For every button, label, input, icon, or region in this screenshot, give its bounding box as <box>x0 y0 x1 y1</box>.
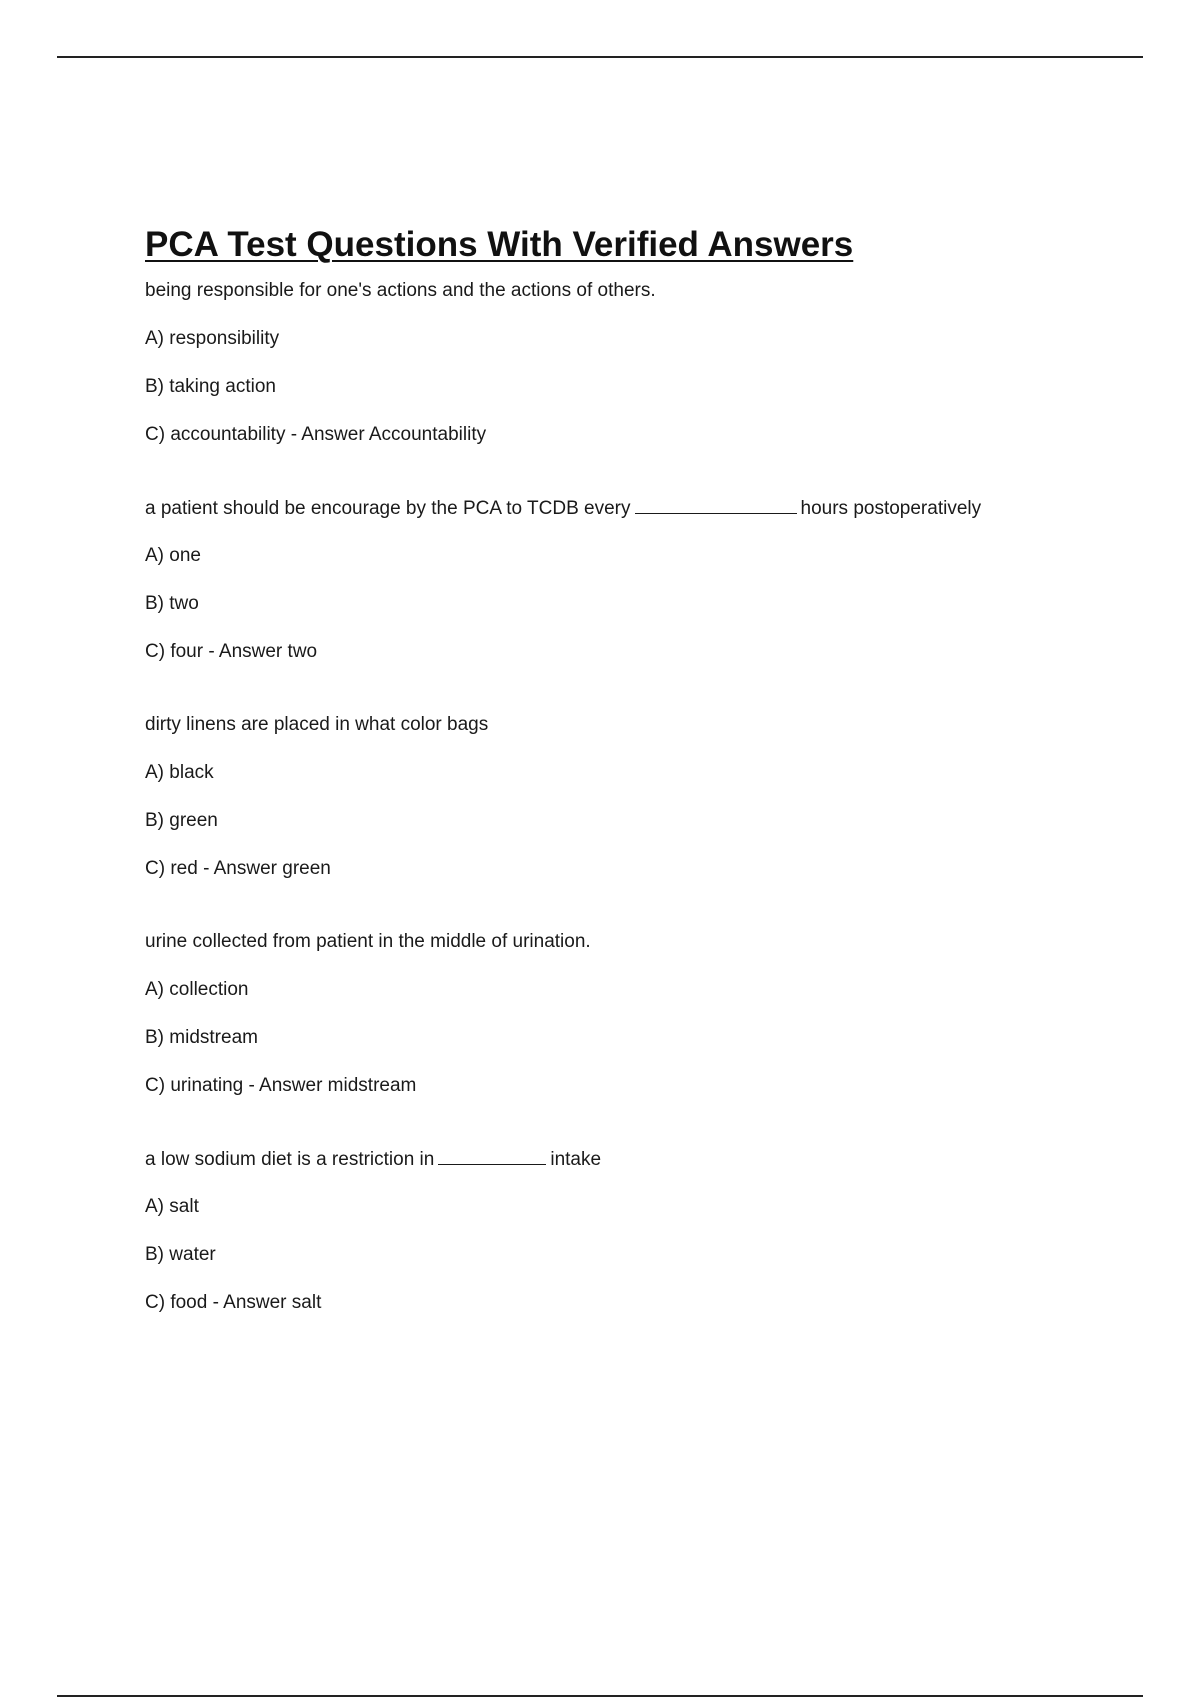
option-a: A) black <box>145 762 214 783</box>
question-block-5 <box>145 1147 1105 1315</box>
option-b: B) midstream <box>145 1027 258 1048</box>
option-a: A) collection <box>145 979 249 1000</box>
fill-in-blank <box>438 1147 546 1165</box>
prompt-text-after-blank: intake <box>550 1149 602 1170</box>
question-block-3 <box>145 713 1105 881</box>
fill-in-blank <box>635 496 797 514</box>
question-list <box>145 279 1105 1315</box>
question-block-1 <box>145 279 1105 447</box>
question-block-4 <box>145 930 1105 1098</box>
option-a: A) responsibility <box>145 328 280 349</box>
option-c-with-answer: C) food - Answer salt <box>145 1292 322 1313</box>
question-prompt: urine collected from patient in the middle of urination. <box>145 931 591 952</box>
option-b: B) taking action <box>145 376 276 397</box>
footer-divider <box>57 1695 1143 1697</box>
option-b: B) green <box>145 810 218 831</box>
option-c-with-answer: C) accountability - Answer Accountability <box>145 424 487 445</box>
prompt-text-after-blank: hours postoperatively <box>800 498 982 519</box>
document-title: PCA Test Questions With Verified Answers <box>145 225 854 264</box>
prompt-text-before-blank: a low sodium diet is a restriction in <box>145 1149 435 1170</box>
header-divider <box>57 56 1143 58</box>
question-prompt <box>145 1147 1105 1171</box>
document-body <box>145 222 1105 1364</box>
option-c-with-answer: C) red - Answer green <box>145 858 331 879</box>
option-a: A) salt <box>145 1196 199 1217</box>
option-b: B) water <box>145 1244 216 1265</box>
option-b: B) two <box>145 593 199 614</box>
option-c-with-answer: C) four - Answer two <box>145 641 318 662</box>
question-prompt <box>145 496 1105 520</box>
question-prompt: dirty linens are placed in what color bags <box>145 714 489 735</box>
question-prompt: being responsible for one's actions and the actions of others. <box>145 280 656 301</box>
option-a: A) one <box>145 545 201 566</box>
question-block-2 <box>145 496 1105 664</box>
prompt-text-before-blank: a patient should be encourage by the PCA to TCDB every <box>145 498 631 519</box>
option-c-with-answer: C) urinating - Answer midstream <box>145 1075 417 1096</box>
